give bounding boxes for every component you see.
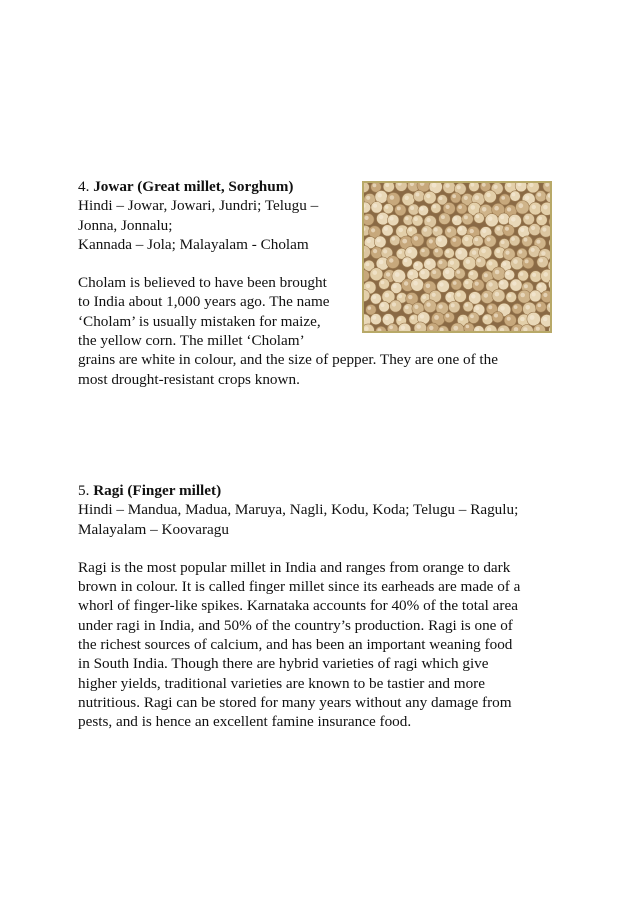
ragi-body-line: higher yields, traditional varieties are known to be tastier and more (78, 674, 485, 692)
ragi-names-line: Hindi – Mandua, Madua, Maruya, Nagli, Kodu, Koda; Telugu – Ragulu; (78, 501, 519, 519)
jowar-body-line: most drought-resistant crops known. (78, 370, 300, 388)
jowar-names-line: Kannada – Jola; Malayalam - Cholam (78, 235, 309, 253)
ragi-body-line: in South India. Though there are hybrid varieties of ragi which give (78, 655, 489, 673)
ragi-body-line: brown in colour. It is called finger millet since its earheads are made of a (78, 578, 521, 596)
ragi-body-line: nutritious. Ragi can be stored for many years without any damage from (78, 693, 512, 711)
ragi-names-line: Malayalam – Koovaragu (78, 520, 229, 538)
jowar-body-line: the yellow corn. The millet ‘Cholam’ (78, 332, 305, 350)
jowar-names-line: Jonna, Jonnalu; (78, 216, 173, 234)
jowar-names-line: Hindi – Jowar, Jowari, Jundri; Telugu – (78, 197, 319, 215)
ragi-body-line: pests, and is hence an excellent famine insurance food. (78, 713, 412, 731)
jowar-body-line: Cholam is believed to have been brought (78, 274, 327, 292)
grain-pattern-icon (364, 183, 550, 331)
ragi-section (78, 481, 578, 732)
jowar-body-line: grains are white in colour, and the size of pepper. They are one of the (78, 351, 498, 369)
jowar-title: Jowar (Great millet, Sorghum) (93, 178, 294, 195)
ragi-body-line: under ragi in India, and 50% of the country’s production. Ragi is one of (78, 616, 513, 634)
jowar-body-line: to India about 1,000 years ago. The name (78, 293, 330, 311)
ragi-body-line: the richest sources of calcium, and has been an important weaning food (78, 636, 513, 654)
ragi-heading (78, 481, 578, 500)
ragi-body-line: whorl of finger-like spikes. Karnataka accounts for 40% of the total area (78, 597, 518, 615)
ragi-title: Ragi (Finger millet) (93, 482, 222, 499)
jowar-body-line: ‘Cholam’ is usually mistaken for maize, (78, 312, 321, 330)
ragi-number: 5. (78, 482, 94, 499)
jowar-number: 4. (78, 178, 94, 195)
ragi-body-line: Ragi is the most popular millet in India and ranges from orange to dark (78, 558, 511, 576)
sorghum-grains-photo (362, 181, 552, 333)
